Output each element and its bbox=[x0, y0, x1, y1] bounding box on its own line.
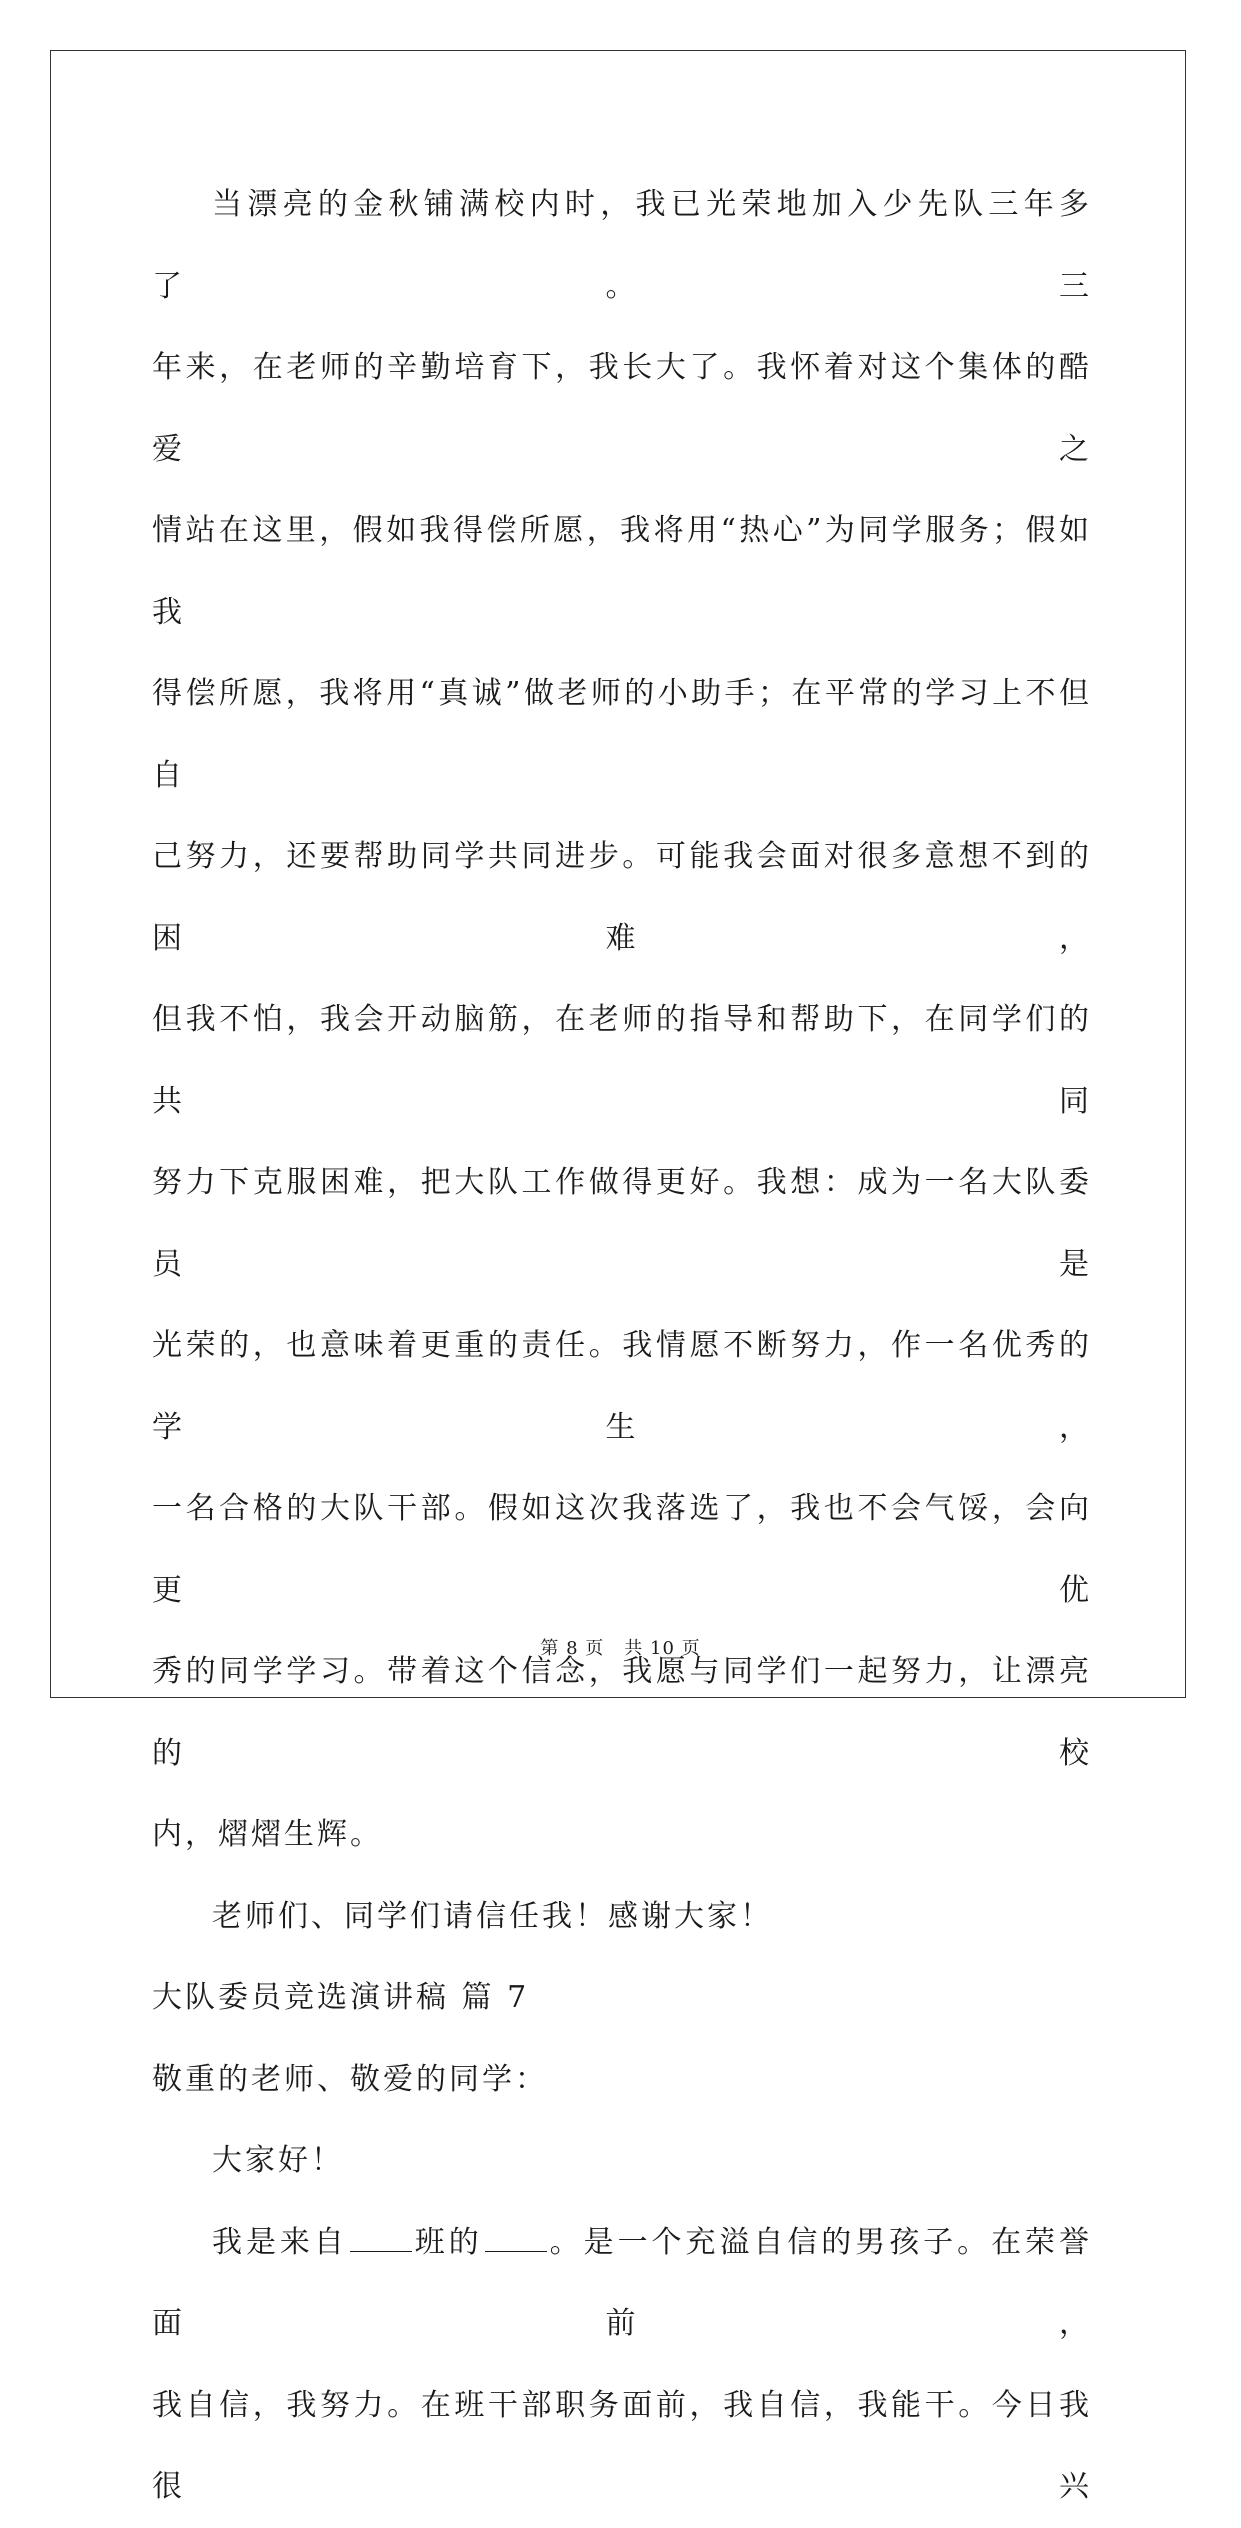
fill-in-blank bbox=[350, 2229, 412, 2252]
paragraph-line: 内，熠熠生辉。 bbox=[152, 1817, 383, 1852]
paragraph-line: 但我不怕，我会开动脑筋，在老师的指导和帮助下，在同学们的共同 bbox=[152, 1002, 1092, 1119]
document-body bbox=[152, 164, 1092, 2528]
page-total: 共 10 页 bbox=[624, 1638, 701, 1659]
salutation: 敬重的老师、敬爱的同学： bbox=[152, 2061, 548, 2097]
paragraph-line: 年来，在老师的辛勤培育下，我长大了。我怀着对这个集体的酷爱之 bbox=[152, 350, 1092, 467]
page-number: 第 8 页 bbox=[540, 1638, 605, 1659]
paragraph-line: 光荣的，也意味着更重的责任。我情愿不断努力，作一名优秀的学生， bbox=[152, 1328, 1092, 1445]
text-segment: 班的 bbox=[413, 2224, 483, 2260]
paragraph-line: 秀的同学学习。带着这个信念，我愿与同学们一起努力，让漂亮的校 bbox=[152, 1654, 1092, 1771]
paragraph-1 bbox=[152, 164, 1092, 1876]
section-heading: 大队委员竞选演讲稿 篇 7 bbox=[152, 1980, 530, 2015]
text-segment: 我是来自 bbox=[212, 2224, 348, 2260]
greeting: 大家好！ bbox=[212, 2143, 344, 2178]
paragraph-line: 一名合格的大队干部。假如这次我落选了，我也不会气馁，会向更优 bbox=[152, 1491, 1092, 1608]
paragraph-line: 努力下克服困难，把大队工作做得更好。我想：成为一名大队委员是 bbox=[152, 1165, 1092, 1282]
text-segment: 。是一个充溢自信的男孩子。在荣誉面前， bbox=[152, 2224, 1093, 2341]
paragraph-3 bbox=[152, 2202, 1092, 2528]
paragraph-line: 我自信，我努力。在班干部职务面前，我自信，我能干。今日我很兴 bbox=[152, 2387, 1092, 2504]
paragraph-line: 情站在这里，假如我得偿所愿，我将用“热心”为同学服务；假如我 bbox=[152, 513, 1092, 630]
paragraph-line bbox=[152, 2202, 1092, 2365]
paragraph-line: 己努力，还要帮助同学共同进步。可能我会面对很多意想不到的困难， bbox=[152, 839, 1092, 956]
paragraph-2: 老师们、同学们请信任我！感谢大家！ bbox=[212, 1898, 773, 1934]
paragraph-line: 得偿所愿，我将用“真诚”做老师的小助手；在平常的学习上不但自 bbox=[152, 676, 1092, 793]
paragraph-line: 当漂亮的金秋铺满校内时，我已光荣地加入少先队三年多了。三 bbox=[152, 187, 1092, 304]
page-footer bbox=[0, 1634, 1241, 1660]
fill-in-blank bbox=[485, 2229, 547, 2252]
